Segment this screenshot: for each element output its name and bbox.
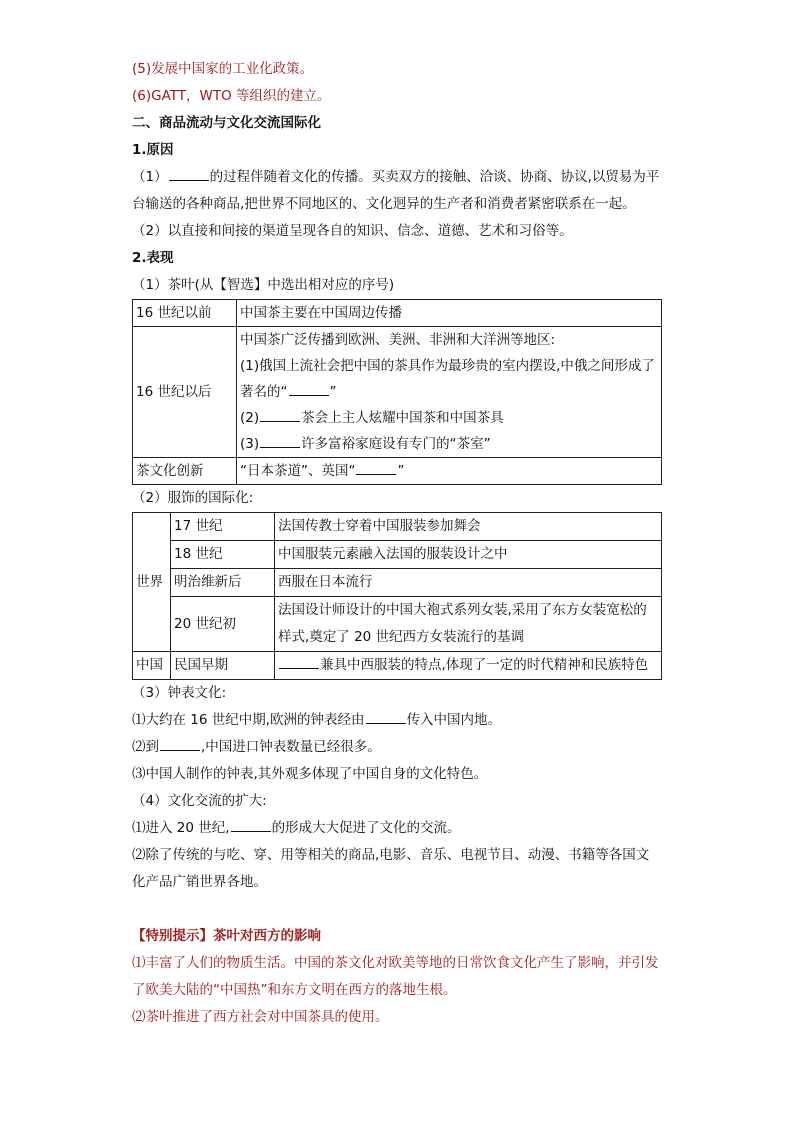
clothing-desc: 中国服装元素融入法国的服装设计之中 (275, 541, 662, 569)
tea-r3-label: 茶文化创新 (133, 458, 237, 485)
top-item-5: (5)发展中国家的工业化政策。 (132, 61, 314, 77)
tea-r2-label: 16 世纪以后 (133, 327, 237, 458)
clothing-desc: 法国设计师设计的中国大袍式系列女装,采用了东方女装宽松的样式,奠定了 20 世纪西方女装流行的基调 (275, 597, 662, 652)
fill-blank[interactable] (289, 383, 329, 396)
clothing-china-desc: 兼具中西服装的特点,体现了一定的时代精神和民族特色 (320, 657, 649, 673)
reason-p1-text: 的过程伴随着文化的传播。买卖双方的接触、洽谈、协商、协议,以贸易为平台输送的各种商品,把世界不同地区的、文化迥异的生产者和消费者紧密联系在一起。 (132, 169, 660, 212)
culture-intro: （4）文化交流的扩大: (132, 793, 267, 809)
tea-r2-line3-prefix: (2) (240, 410, 260, 426)
tea-r3-text-b: ” (397, 463, 405, 479)
clothing-table (132, 512, 662, 680)
culture1-b: 的形成大大促进了文化的交流。 (271, 820, 461, 836)
reason-p1-prefix: （1） (132, 169, 168, 185)
tea-table (132, 299, 662, 485)
tea-r3-text-a: “日本茶道”、英国“ (240, 463, 356, 479)
tea-r2-line2b: ” (329, 384, 337, 400)
tea-intro: （1）茶叶(从【智选】中选出相对应的序号) (132, 277, 395, 293)
clock-item-1 (132, 707, 662, 734)
tea-r2-line3-text: 茶会上主人炫耀中国茶和中国茶具 (301, 410, 504, 426)
table-row (133, 652, 662, 680)
table-row (133, 513, 662, 541)
clock2-b: ,中国进口钟表数量已经很多。 (201, 739, 381, 755)
section-title: 二、商品流动与文化交流国际化 (132, 115, 321, 131)
culture-item-2: ⑵除了传统的与吃、穿、用等相关的商品,电影、音乐、电视节目、动漫、书籍等各国文化产品广销世界各地。 (132, 847, 650, 890)
clothing-china-label: 中国 (133, 652, 171, 680)
table-row (133, 569, 662, 597)
performance-heading: 2.表现 (132, 250, 174, 266)
tip-paragraph-1: ⑴丰富了人们的物质生活。中国的茶文化对欧美等地的日常饮食文化产生了影响，并引发了欧美大陆的“中国热”和东方文明在西方的落地生根。 (132, 955, 659, 998)
tea-r2-line3 (240, 405, 658, 431)
tea-r1-label: 16 世纪以前 (133, 300, 237, 327)
fill-blank[interactable] (160, 738, 200, 751)
tea-r3-content (237, 458, 662, 485)
culture-item-1 (132, 815, 662, 842)
tea-r2-line4-text: 许多富裕家庭设有专门的“茶室” (301, 436, 491, 452)
tea-r2-line2a: (1)俄国上流社会把中国的茶具作为最珍贵的室内摆设,中俄之间形成了著名的“ (240, 358, 655, 400)
clock-intro: （3）钟表文化: (132, 685, 227, 701)
clothing-period: 17 世纪 (171, 513, 275, 541)
clock2-a: ⑵到 (132, 739, 159, 755)
clock1-b: 传入中国内地。 (406, 712, 502, 728)
table-row (133, 327, 662, 458)
tea-r2-line4-prefix: (3) (240, 436, 260, 452)
fill-blank[interactable] (279, 656, 319, 669)
clothing-desc (275, 652, 662, 680)
table-row (133, 541, 662, 569)
table-row (133, 458, 662, 485)
fill-blank[interactable] (260, 409, 300, 422)
fill-blank[interactable] (260, 435, 300, 448)
reason-paragraph-1 (132, 164, 662, 218)
clothing-world-label: 世界 (133, 513, 171, 652)
fill-blank[interactable] (169, 168, 209, 181)
tea-r2-line1: 中国茶广泛传播到欧洲、美洲、非洲和大洋洲等地区: (240, 332, 556, 348)
clock-item-2 (132, 734, 662, 761)
tea-r1-text: 中国茶主要在中国周边传播 (237, 300, 662, 327)
reason-heading: 1.原因 (132, 142, 174, 158)
document-page (132, 56, 662, 1031)
fill-blank[interactable] (356, 462, 396, 475)
spacer (132, 896, 662, 923)
clothing-desc: 西服在日本流行 (275, 569, 662, 597)
tip-title: 【特别提示】茶叶对西方的影响 (132, 928, 321, 944)
clock-item-3: ⑶中国人制作的钟表,其外观多体现了中国自身的文化特色。 (132, 766, 488, 782)
table-row (133, 597, 662, 652)
clothing-period: 20 世纪初 (171, 597, 275, 652)
table-row (133, 300, 662, 327)
culture1-a: ⑴进入 20 世纪, (132, 820, 230, 836)
clock1-a: ⑴大约在 16 世纪中期,欧洲的钟表经由 (132, 712, 365, 728)
fill-blank[interactable] (231, 819, 271, 832)
tea-r2-content (237, 327, 662, 458)
reason-paragraph-2: （2）以直接和间接的渠道呈现各自的知识、信念、道德、艺术和习俗等。 (132, 223, 573, 239)
tea-r2-line2 (240, 353, 658, 405)
clothing-intro: （2）服饰的国际化: (132, 490, 254, 506)
clothing-period: 明治维新后 (171, 569, 275, 597)
clothing-period: 民国早期 (171, 652, 275, 680)
clothing-desc: 法国传教士穿着中国服装参加舞会 (275, 513, 662, 541)
fill-blank[interactable] (366, 711, 406, 724)
top-item-6: (6)GATT，WTO 等组织的建立。 (132, 88, 331, 104)
tea-r2-line4 (240, 431, 658, 457)
tip-paragraph-2: ⑵茶叶推进了西方社会对中国茶具的使用。 (132, 1009, 389, 1025)
clothing-period: 18 世纪 (171, 541, 275, 569)
